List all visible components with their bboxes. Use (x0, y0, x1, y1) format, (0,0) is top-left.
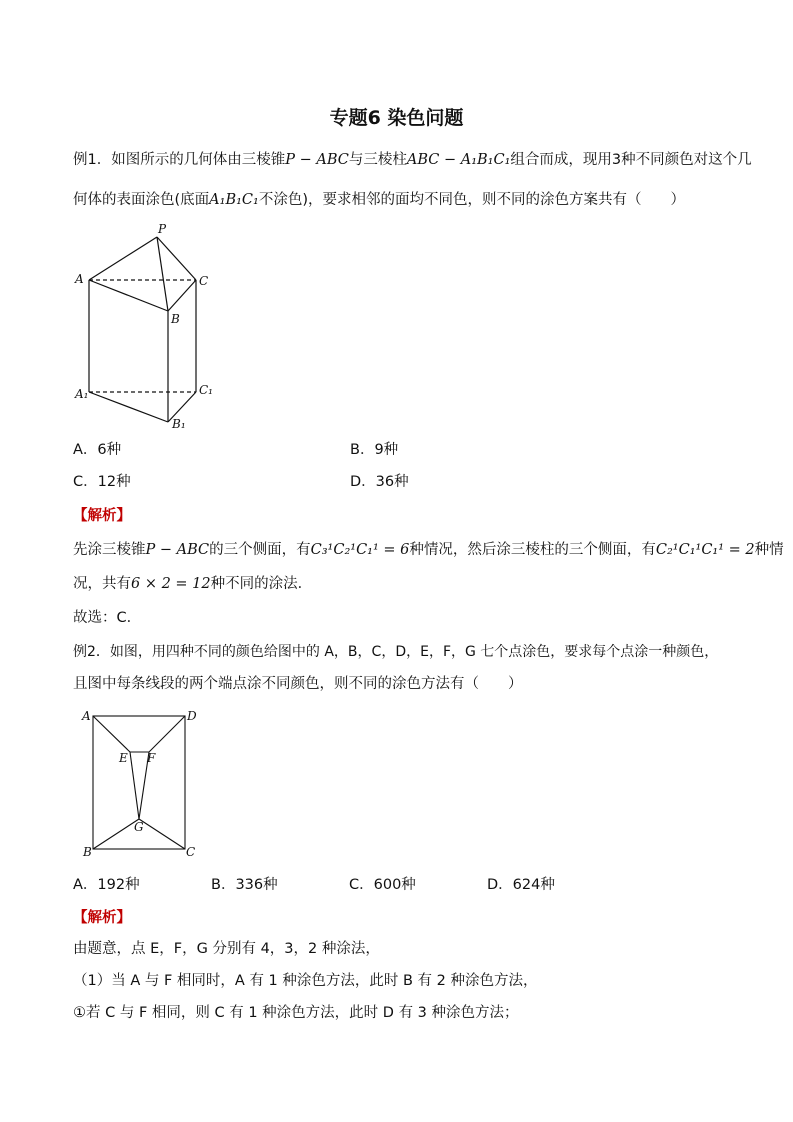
ex1-text: 种情 (754, 542, 784, 558)
ex2-label-G: G (134, 820, 144, 834)
ex2-label-E: E (119, 751, 128, 765)
ex1-option-d: D．36种 (350, 474, 409, 490)
ex1-text: 例1．如图所示的几何体由三棱锥 (73, 152, 286, 168)
ex1-label-C: C (199, 274, 209, 288)
ex1-text: 与三棱柱 (348, 152, 407, 168)
ex1-question-line2 (73, 190, 685, 210)
ex2-question-line1: 例2．如图，用四种不同的颜色给图中的 A，B，C，D，E，F，G 七个点涂色，要求每个点涂一种颜色， (73, 644, 719, 660)
ex2-label-C: C (186, 845, 196, 859)
ex2-question-line2: 且图中每条线段的两个端点涂不同颜色，则不同的涂色方法有（ ） (73, 676, 523, 692)
ex1-analysis-tag: 【解析】 (73, 508, 131, 524)
page-title: 专题6 染色问题 (329, 107, 464, 129)
ex1-solution-line1 (73, 540, 784, 560)
ex2-solution-line2: （1）当 A 与 F 相同时，A 有 1 种涂色方法，此时 B 有 2 种涂色方法， (73, 973, 538, 989)
ex2-option-a: A．192种 (73, 877, 140, 893)
ex1-text: 况，共有 (73, 576, 131, 592)
ex1-label-B: B (171, 312, 180, 326)
ex1-label-P: P (158, 222, 167, 236)
ex2-label-F: F (147, 751, 156, 765)
ex1-label-A: A (75, 272, 84, 286)
ex2-option-b: B．336种 (211, 877, 278, 893)
ex1-math: C₃¹C₂¹C₁¹ = 6 (310, 542, 410, 558)
ex2-option-d: D．624种 (487, 877, 555, 893)
ex1-text: 的三个侧面，有 (209, 542, 311, 558)
ex1-math-pyramid: P − ABC (285, 152, 349, 168)
ex1-solution-line2 (73, 574, 312, 594)
ex2-label-B: B (83, 845, 92, 859)
ex1-math: C₂¹C₁¹C₁¹ = 2 (655, 542, 755, 558)
ex1-option-b: B．9种 (350, 442, 399, 458)
ex1-text: 何体的表面涂色(底面 (73, 192, 210, 208)
ex1-option-a: A．6种 (73, 442, 122, 458)
ex1-text: 种情况，然后涂三棱柱的三个侧面，有 (409, 542, 656, 558)
ex1-label-A1: A₁ (75, 387, 89, 401)
ex2-label-D: D (187, 709, 197, 723)
ex1-math-prism: ABC − A₁B₁C₁ (406, 152, 511, 168)
ex1-math-base: A₁B₁C₁ (209, 192, 259, 208)
ex1-option-c: C．12种 (73, 474, 131, 490)
ex1-text: 不涂色)，要求相邻的面均不同色，则不同的涂色方案共有（ ） (258, 192, 685, 208)
ex1-text: 组合而成，现用3种不同颜色对这个几 (510, 152, 752, 168)
ex2-label-A: A (82, 709, 91, 723)
ex1-question-line1 (73, 150, 752, 170)
ex2-solution-line1: 由题意，点 E，F，G 分别有 4，3，2 种涂法， (73, 941, 380, 957)
ex1-answer: 故选：C． (73, 610, 142, 626)
ex1-label-B1: B₁ (172, 417, 186, 431)
ex2-solution-line3: ①若 C 与 F 相同，则 C 有 1 种涂色方法，此时 D 有 3 种涂色方法； (73, 1005, 519, 1021)
ex2-option-c: C．600种 (349, 877, 416, 893)
ex1-label-C1: C₁ (199, 383, 213, 397)
ex1-text: 种不同的涂法． (210, 576, 313, 592)
ex1-math: 6 × 2 = 12 (131, 576, 211, 592)
ex2-analysis-tag: 【解析】 (73, 910, 131, 926)
ex1-math: P − ABC (145, 542, 210, 558)
ex1-text: 先涂三棱锥 (73, 542, 146, 558)
